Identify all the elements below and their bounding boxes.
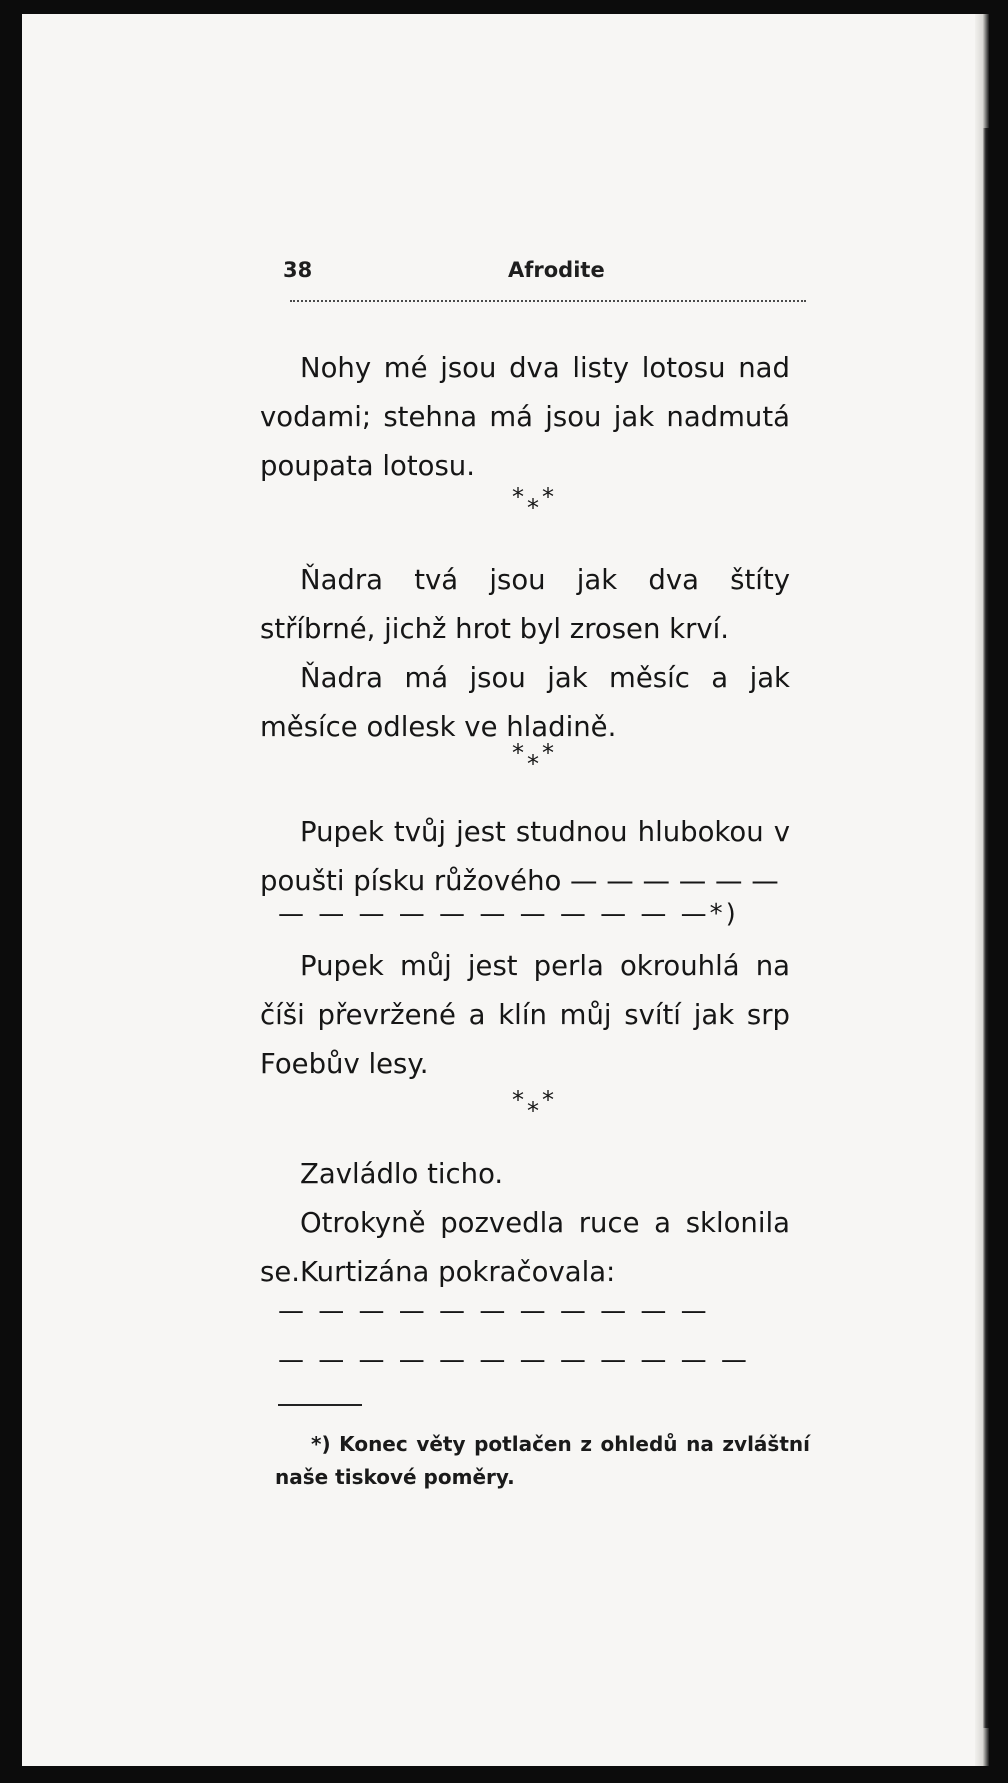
footnote: *) Konec věty potlačen z ohledů na zvláštní naše tiskové poměry. — [275, 1432, 810, 1489]
censored-dash-line: — — — — — — — — — — —*) — [278, 899, 739, 929]
section-separator: * * * — [512, 739, 554, 778]
paragraph-nadra-ma: Ňadra má jsou jak měsíc a jak měsíce odlesk ve hladině. — [260, 662, 790, 743]
paragraph-nohy: Nohy mé jsou dva listy lotosu nad vodami; stehna má jsou jak nadmutá poupata lotosu. — [260, 352, 790, 482]
paragraph-kurtizana: Kurtizána pokračovala: — [300, 1256, 616, 1288]
header-rule — [290, 300, 806, 302]
paragraph-nadra-tva: Ňadra tvá jsou jak dva štíty stříbrné, jichž hrot byl zrosen krví. — [260, 564, 790, 645]
paragraph-otrokyne: Otrokyně pozvedla ruce a sklonila se. — [260, 1207, 790, 1288]
binding-shadow — [975, 128, 989, 1728]
section-separator: * * * — [512, 1086, 554, 1125]
footnote-rule — [278, 1404, 362, 1406]
section-separator: * * * — [512, 483, 554, 522]
censored-dash-line: — — — — — — — — — — — — — [278, 1345, 750, 1375]
paragraph-pupek-muj: Pupek můj jest perla okrouhlá na číši převržené a klín můj svítí jak srp Foebův lesy. — [260, 950, 790, 1080]
running-title: Afrodite — [508, 258, 605, 282]
censored-dash-line: — — — — — — — — — — — — [278, 1296, 710, 1326]
paragraph-zavladlo: Zavládlo ticho. — [300, 1158, 504, 1190]
paragraph-pupek-tvuj: Pupek tvůj jest studnou hlubokou v poušti písku růžového — — — — — — — [260, 816, 790, 897]
page-number: 38 — [283, 258, 313, 282]
